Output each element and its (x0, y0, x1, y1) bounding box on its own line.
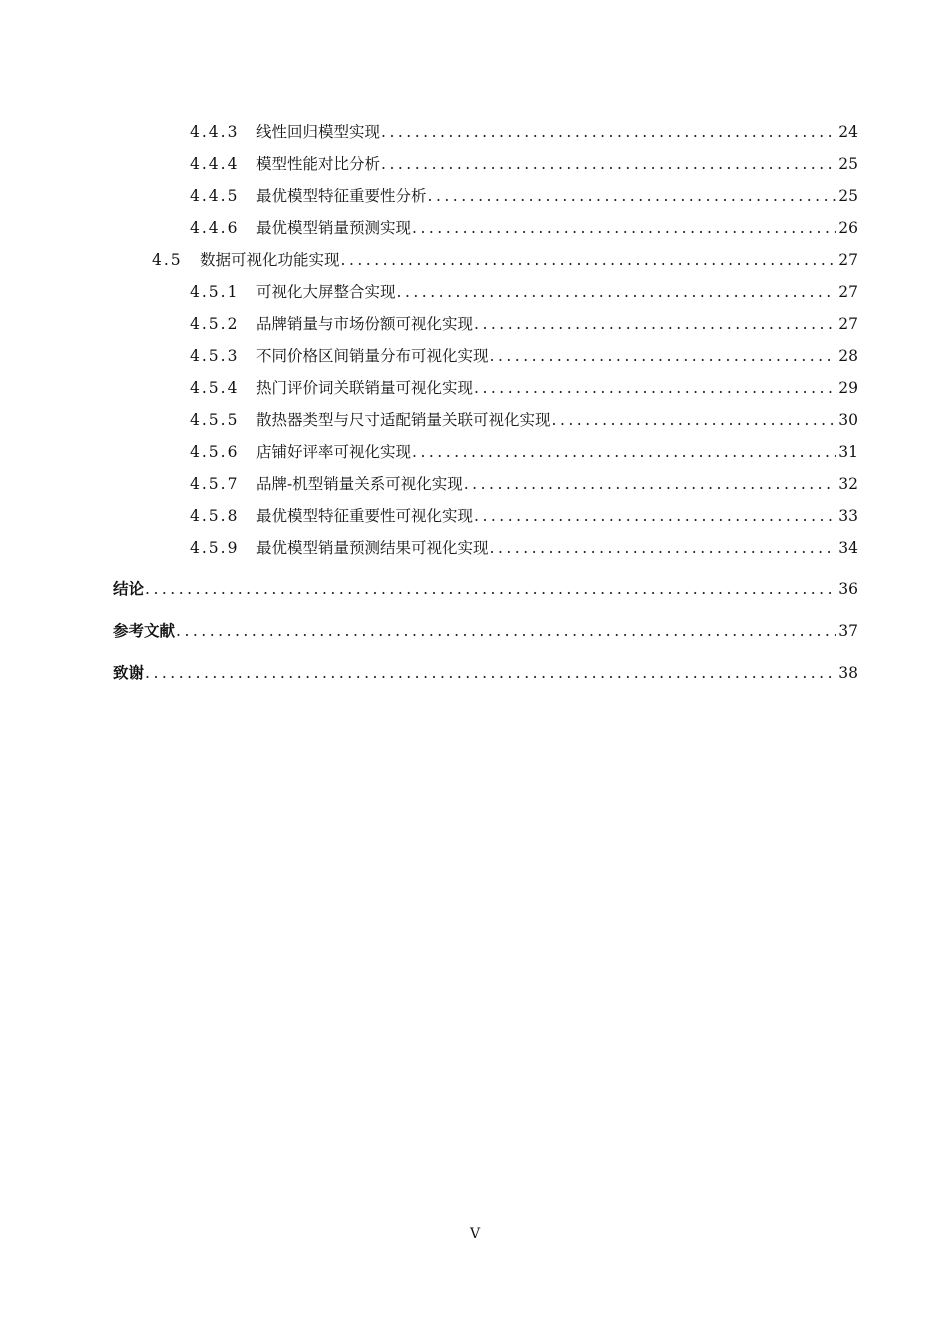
toc-entry-number: 4.4.4 (190, 155, 240, 173)
toc-entry-references[interactable] (113, 619, 858, 643)
toc-entry-conclusion[interactable] (113, 577, 858, 601)
toc-entry-page: 33 (838, 507, 858, 525)
toc-entry-title: 不同价格区间销量分布可视化实现 (256, 347, 489, 365)
toc-entry-page: 25 (838, 187, 858, 205)
toc-entry-4-4-6[interactable] (190, 216, 858, 240)
toc-leader-dots (397, 280, 837, 304)
toc-entry-page: 27 (838, 251, 858, 269)
toc-entry-page: 26 (838, 219, 858, 237)
toc-entry-title: 可视化大屏整合实现 (256, 283, 396, 301)
toc-leader-dots (490, 536, 837, 560)
toc-entry-4-4-3[interactable] (190, 120, 858, 144)
toc-leader-dots (490, 344, 837, 368)
toc-entry-4-5-5[interactable] (190, 408, 858, 432)
toc-leader-dots (474, 376, 836, 400)
toc-entry-4-4-4[interactable] (190, 152, 858, 176)
toc-entry-page: 38 (838, 664, 858, 682)
toc-entry-page: 24 (838, 123, 858, 141)
toc-entry-title: 线性回归模型实现 (256, 123, 381, 141)
toc-entry-title: 最优模型特征重要性分析 (256, 187, 427, 205)
toc-entry-number: 4.5.6 (190, 443, 240, 461)
toc-entry-4-5-1[interactable] (190, 280, 858, 304)
toc-entry-number: 4.4.3 (190, 123, 240, 141)
toc-entry-number: 4.5 (152, 251, 183, 269)
toc-entry-page: 36 (838, 580, 858, 598)
toc-entry-number: 4.5.8 (190, 507, 240, 525)
toc-entry-4-5-4[interactable] (190, 376, 858, 400)
toc-entry-page: 34 (838, 539, 858, 557)
toc-entry-page: 29 (838, 379, 858, 397)
toc-entry-number: 4.4.6 (190, 219, 240, 237)
toc-entry-title: 最优模型特征重要性可视化实现 (256, 507, 474, 525)
toc-entry-4-5-6[interactable] (190, 440, 858, 464)
toc-leader-dots (341, 248, 837, 272)
toc-entry-4-5-8[interactable] (190, 504, 858, 528)
toc-entry-title: 散热器类型与尺寸适配销量关联可视化实现 (256, 411, 551, 429)
toc-leader-dots (145, 661, 836, 685)
toc-entry-title: 致谢 (113, 664, 145, 682)
toc-entry-acknowledgements[interactable] (113, 661, 858, 685)
toc-leader-dots (428, 184, 837, 208)
toc-leader-dots (381, 152, 836, 176)
toc-entry-number: 4.4.5 (190, 187, 240, 205)
toc-leader-dots (412, 440, 836, 464)
toc-leader-dots (464, 472, 837, 496)
toc-leader-dots (412, 216, 836, 240)
toc-entry-page: 32 (838, 475, 858, 493)
toc-entry-number: 4.5.4 (190, 379, 240, 397)
toc-leader-dots (474, 312, 836, 336)
toc-leader-dots (552, 408, 837, 432)
toc-entry-4-5-7[interactable] (190, 472, 858, 496)
toc-entry-page: 27 (838, 283, 858, 301)
toc-entry-title: 店铺好评率可视化实现 (256, 443, 412, 461)
toc-entry-page: 30 (838, 411, 858, 429)
toc-entry-number: 4.5.2 (190, 315, 240, 333)
toc-entry-title: 品牌-机型销量关系可视化实现 (256, 475, 463, 493)
toc-entry-title: 数据可视化功能实现 (200, 251, 340, 269)
toc-entry-number: 4.5.9 (190, 539, 240, 557)
page-number: V (469, 1226, 481, 1242)
toc-entry-title: 最优模型销量预测实现 (256, 219, 412, 237)
toc-leader-dots (474, 504, 836, 528)
toc-entry-4-5[interactable] (152, 248, 858, 272)
toc-entry-title: 最优模型销量预测结果可视化实现 (256, 539, 489, 557)
toc-entry-4-5-3[interactable] (190, 344, 858, 368)
toc-entry-title: 品牌销量与市场份额可视化实现 (256, 315, 474, 333)
toc-entry-page: 28 (838, 347, 858, 365)
toc-entry-page: 37 (838, 622, 858, 640)
toc-entry-4-5-9[interactable] (190, 536, 858, 560)
toc-entry-page: 31 (838, 443, 858, 461)
toc-leader-dots (145, 577, 836, 601)
toc-entry-title: 热门评价词关联销量可视化实现 (256, 379, 474, 397)
toc-entry-title: 模型性能对比分析 (256, 155, 381, 173)
toc-entry-title: 参考文献 (113, 622, 176, 640)
toc-entry-number: 4.5.1 (190, 283, 240, 301)
toc-entry-title: 结论 (113, 580, 145, 598)
toc-entry-number: 4.5.7 (190, 475, 240, 493)
toc-entry-page: 25 (838, 155, 858, 173)
toc-entry-number: 4.5.3 (190, 347, 240, 365)
toc-leader-dots (381, 120, 836, 144)
toc-entry-4-5-2[interactable] (190, 312, 858, 336)
toc-entry-number: 4.5.5 (190, 411, 240, 429)
toc-entry-page: 27 (838, 315, 858, 333)
toc-leader-dots (176, 619, 836, 643)
toc-entry-4-4-5[interactable] (190, 184, 858, 208)
